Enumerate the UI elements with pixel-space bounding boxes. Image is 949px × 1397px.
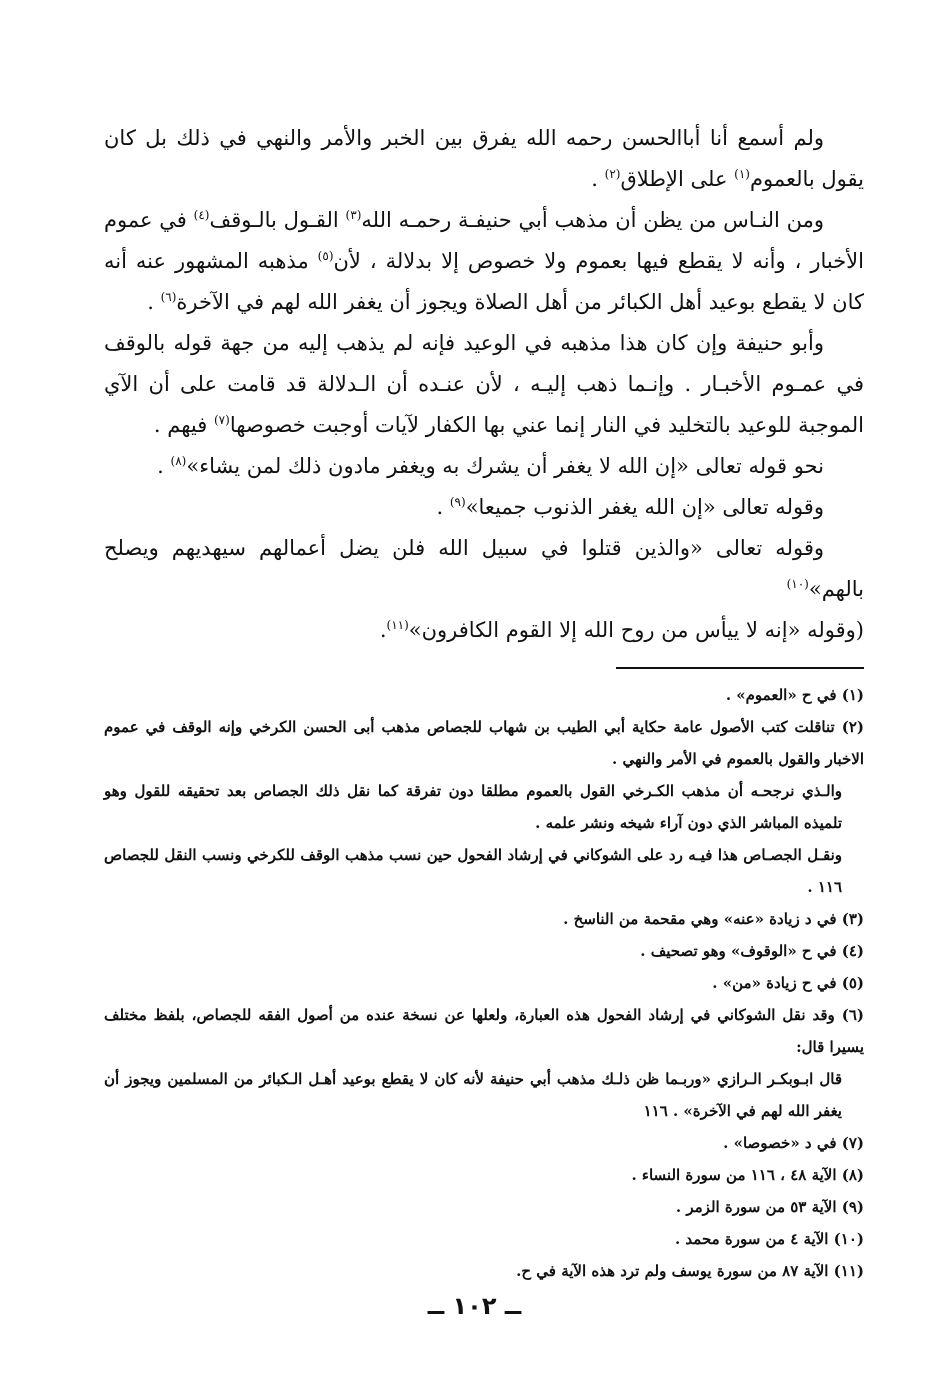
text-span: نحو قوله تعالى «إن الله لا يغفر أن يشرك به ويغفر مادون ذلك لمن يشاء» bbox=[186, 454, 824, 478]
footnote-8: (٨) الآية ٤٨ ، ١١٦ من سورة النساء . bbox=[631, 1166, 864, 1184]
footnote-2-continued: ونقـل الجصـاص هذا فيـه رد على الشوكاني في إرشاد الفحول حين نسب مذهب الوقف للكرخي ونسب النقل للجصاص ١١٦ . bbox=[104, 846, 842, 896]
footnote-divider-wrap bbox=[104, 651, 864, 679]
footnote-ref-10[interactable]: (١٠) bbox=[786, 577, 809, 591]
text-span: وقوله تعالى «إن الله يغفر الذنوب جميعا» bbox=[465, 495, 824, 519]
footnote-6: (٦) وقد نقل الشوكاني في إرشاد الفحول هذه العبارة، ولعلها عن نسخة عنده من أصول الفقه للجصاص، بلفظ مختلف يسيرا قال: bbox=[104, 1006, 864, 1056]
text-span: (وقوله «إنه لا ييأس من روح الله إلا القوم الكافرون» bbox=[408, 618, 864, 642]
footnote-7: (٧) في د «خصوصا» . bbox=[723, 1134, 864, 1152]
footnote-ref-3[interactable]: (٣) bbox=[345, 208, 362, 222]
footnote-ref-6[interactable]: (٦) bbox=[160, 290, 177, 304]
footnote-2: (٢) تناقلت كتب الأصول عامة حكاية أبي الطيب بن شهاب للجصاص مذهب أبى الحسن الكرخي وإنه الوقف في عموم الاخبار والقول بالعموم في الأمر والنهي . bbox=[104, 718, 864, 768]
footnote-divider bbox=[616, 667, 864, 669]
page-number: ــ ١٠٢ ــ bbox=[427, 1292, 522, 1320]
footnotes bbox=[104, 679, 864, 1287]
footnote-ref-7[interactable]: (٧) bbox=[213, 413, 230, 427]
footnote-ref-9[interactable]: (٩) bbox=[449, 495, 466, 509]
footnote-5: (٥) في ح زيادة «من» . bbox=[712, 974, 864, 992]
footnote-ref-11[interactable]: (١١) bbox=[386, 618, 409, 632]
footnote-ref-4[interactable]: (٤) bbox=[193, 208, 210, 222]
paragraph-6 bbox=[104, 528, 864, 610]
footnote-ref-8[interactable]: (٨) bbox=[170, 454, 187, 468]
footnote-1: (١) في ح «العموم» . bbox=[725, 686, 864, 704]
text-span: . bbox=[157, 454, 171, 478]
footnote-ref-2[interactable]: (٢) bbox=[604, 167, 621, 181]
paragraph-1 bbox=[104, 118, 864, 200]
text-span: القـول بالـوقف bbox=[209, 208, 346, 232]
paragraph-7 bbox=[104, 610, 864, 651]
text-span: في عموم الأخبار ، وأنه لا يقطع فيها بعموم ولا خصوص إلا بدلالة ، لأن bbox=[104, 208, 864, 273]
footnote-6-continued: قال ابـوبكـر الـرازي «وربـما ظن ذلـك مذهب أبي حنيفة لأنه كان لا يقطع بوعيد أهـل الـكبائر من المسلمين ويجوز أن يغفر الله لهم في الآخرة» . ١١٦ bbox=[104, 1070, 842, 1120]
text-span: فيهم . bbox=[153, 413, 214, 437]
text-span: ومن النـاس من يظن أن مذهب أبي حنيفـة رحمـه الله bbox=[361, 208, 824, 232]
footnote-9: (٩) الآية ٥٣ من سورة الزمر . bbox=[675, 1198, 864, 1216]
text-span: . bbox=[379, 618, 387, 642]
footnote-11: (١١) الآية ٨٧ من سورة يوسف ولم ترد هذه الآية في ح. bbox=[516, 1262, 864, 1280]
footnote-10: (١٠) الآية ٤ من سورة محمد . bbox=[674, 1230, 864, 1248]
text-span: وأبو حنيفة وإن كان هذا مذهبه في الوعيد فإنه لم يذهب إليه من جهة قوله بالوقف في عمـوم الأخبـار . وإنـما ذهب إليـه ، لأن عنـده أن الـدلالة قد قامت على أن الآي الموجبة للوعيد بالتخليد في النار إنما عني بها الكفار لآيات أوجبت خصوصها bbox=[104, 331, 864, 437]
footnote-4: (٤) في ح «الوقوف» وهو تصحيف . bbox=[640, 942, 864, 960]
text-span: . bbox=[436, 495, 450, 519]
footnote-ref-5[interactable]: (٥) bbox=[317, 249, 334, 263]
footnote-3: (٣) في د زيادة «عنه» وهي مقحمة من الناسخ . bbox=[563, 910, 864, 928]
main-text bbox=[104, 118, 864, 651]
text-span: . bbox=[591, 167, 605, 191]
paragraph-5 bbox=[104, 487, 864, 528]
text-span: على الإطلاق bbox=[620, 167, 735, 191]
page-content bbox=[104, 118, 864, 1287]
text-span: وقوله تعالى «والذين قتلوا في سبيل الله فلن يضل أعمالهم سيهديهم ويصلح بالهم» bbox=[104, 536, 864, 601]
paragraph-3 bbox=[104, 323, 864, 446]
text-span: مذهبه المشهور عنه أنه كان لا يقطع بوعيد أهل الكبائر من أهل الصلاة ويجوز أن يغفر الله لهم في الآخرة bbox=[104, 249, 864, 314]
text-span: . bbox=[147, 290, 161, 314]
footnote-ref-1[interactable]: (١) bbox=[734, 167, 750, 181]
text-span: ولم أسمع أنا أباالحسن رحمه الله يفرق بين الخبر والأمر والنهي في ذلك بل كان يقول بالعموم bbox=[104, 126, 864, 191]
paragraph-4 bbox=[104, 446, 864, 487]
paragraph-2 bbox=[104, 200, 864, 323]
footnote-2-continued: والـذي نرجحـه أن مذهب الكـرخي القول بالعموم مطلقا دون تفرقة كما نقل ذلك الجصاص بعد تحقيقه للقول وهو تلميذه المباشر الذي دون آراء شيخه ونشر علمه . bbox=[104, 782, 842, 832]
